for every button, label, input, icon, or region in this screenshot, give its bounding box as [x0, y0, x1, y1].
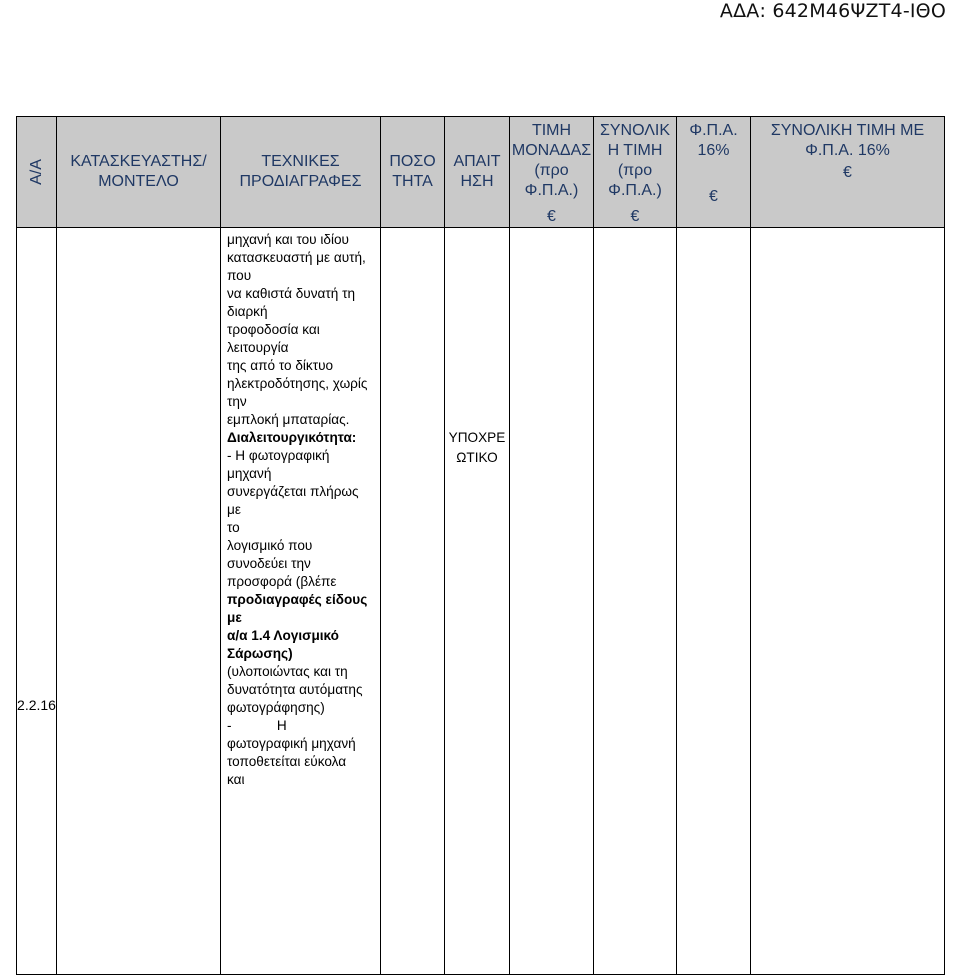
header-requirement: ΑΠΑΙΤ ΗΣΗ [445, 117, 510, 228]
row-vat-cell [677, 228, 751, 975]
row-unit-price-cell [510, 228, 594, 975]
row-requirement: ΥΠΟΧΡΕ ΩΤΙΚΟ [445, 228, 510, 975]
spec-line: τροφοδοσία και [227, 322, 320, 337]
spec-line: φωτογραφική μηχανή [227, 736, 356, 751]
spec-line: μηχανή [227, 466, 272, 481]
spec-line: Σάρωσης) [227, 646, 293, 661]
header-total: ΣΥΝΟΛΙΚ Η ΤΙΜΗ (προ Φ.Π.Α.) € [594, 117, 677, 228]
row-specs-cell [221, 228, 381, 975]
header-row [17, 117, 945, 228]
spec-line: την [227, 394, 247, 409]
spec-line: (υλοποιώντας και τη [227, 664, 348, 679]
euro-sign: € [709, 188, 718, 205]
header-specs: ΤΕΧΝΙΚΕΣ ΠΡΟΔΙΑΓΡΑΦΕΣ [221, 117, 381, 228]
spec-line: συνεργάζεται πλήρως με [227, 484, 363, 517]
spec-line: το [227, 520, 240, 535]
row-quantity-cell [381, 228, 445, 975]
spec-line: μηχανή και του ιδίου [227, 232, 349, 247]
table-row [17, 228, 945, 975]
header-maker: ΚΑΤΑΣΚΕΥΑΣΤΗΣ/ ΜΟΝΤΕΛΟ [57, 117, 221, 228]
spec-line: δυνατότητα αυτόματης [227, 682, 363, 697]
spec-line: διαρκή [227, 304, 268, 319]
spec-line: κατασκευαστή με αυτή, [227, 250, 366, 265]
spec-line: τοποθετείται εύκολα [227, 754, 347, 769]
spec-line: - Η φωτογραφική [227, 448, 330, 463]
row-total-with-vat-cell [751, 228, 945, 975]
spec-line: - Η [227, 718, 287, 733]
euro-sign: € [630, 208, 640, 225]
header-vat: Φ.Π.Α. 16% € [677, 117, 751, 228]
spec-line: και [227, 772, 245, 787]
header-quantity: ΠΟΣΟ ΤΗΤΑ [381, 117, 445, 228]
header-unit-price: ΤΙΜΗ ΜΟΝΑΔΑΣ (προ Φ.Π.Α.) € [510, 117, 594, 228]
spec-line: να καθιστά δυνατή τη [227, 286, 355, 301]
row-maker-cell [57, 228, 221, 975]
header-aa: Α/Α [17, 117, 57, 228]
spec-line: της από το δίκτυο [227, 358, 334, 373]
spec-text [227, 231, 374, 789]
spec-line: φωτογράφησης) [227, 700, 325, 715]
spec-line: ηλεκτροδότησης, χωρίς [227, 376, 368, 391]
euro-sign: € [547, 208, 556, 225]
ada-code: ΑΔΑ: 642Μ46ΨΖΤ4-ΙΘΟ [719, 0, 946, 22]
spec-line: Διαλειτουργικότητα: [227, 430, 357, 445]
row-total-cell [594, 228, 677, 975]
euro-sign: € [843, 164, 852, 181]
spec-line: λειτουργία [227, 340, 289, 355]
spec-line: που [227, 268, 252, 283]
spec-line: εμπλοκή μπαταρίας. [227, 412, 350, 427]
spec-line: με [227, 610, 242, 625]
price-table [16, 116, 945, 975]
header-total-with-vat: ΣΥΝΟΛΙΚΗ ΤΙΜΗ ΜΕ Φ.Π.Α. 16% € [751, 117, 945, 228]
spec-line: συνοδεύει την [227, 556, 311, 571]
row-aa: 2.2.16 [17, 228, 57, 975]
spec-line: προσφορά (βλέπε [227, 574, 337, 589]
spec-line: λογισμικό που [227, 538, 313, 553]
spec-line: α/α 1.4 Λογισμικό [227, 628, 339, 643]
spec-line: προδιαγραφές είδους [227, 592, 368, 607]
